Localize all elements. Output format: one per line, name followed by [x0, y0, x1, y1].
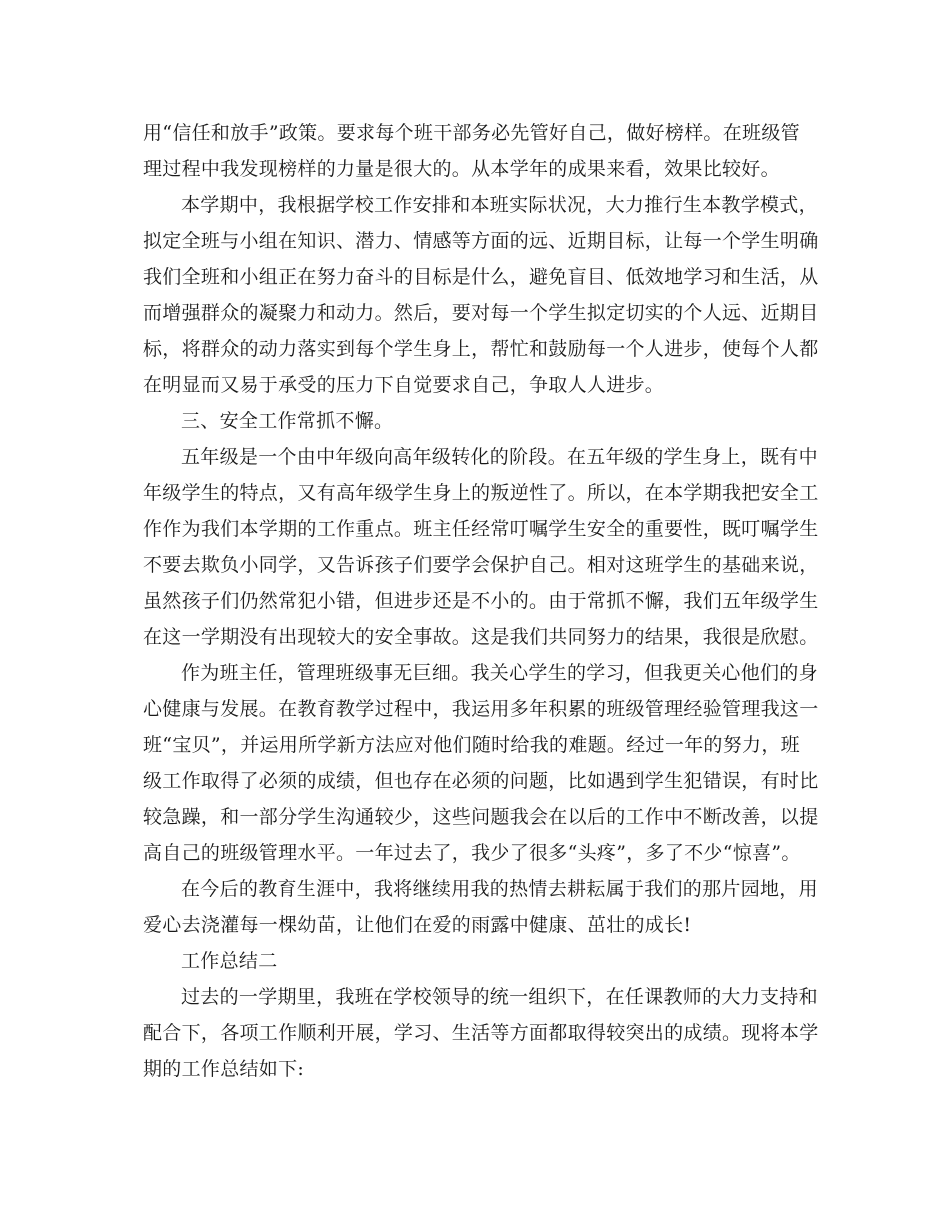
paragraph-start-line: 本学期中，我根据学校工作安排和本班实际状况，大力推行生本教学模式，: [181, 194, 818, 216]
text-line: 爱心去浇灌每一棵幼苗，让他们在爱的雨露中健康、茁壮的成长!: [143, 914, 692, 936]
text-line: 级工作取得了必须的成绩，但也存在必须的问题，比如遇到学生犯错误，有时比: [143, 770, 819, 792]
paragraph-start-line: 在今后的教育生涯中，我将继续用我的热情去耕耘属于我们的那片园地，用: [181, 878, 818, 900]
text-line: 期的工作总结如下:: [143, 1058, 305, 1080]
text-line: 较急躁，和一部分学生沟通较少，这些问题我会在以后的工作中不断改善，以提: [143, 806, 819, 828]
text-line: 我们全班和小组正在努力奋斗的目标是什么，避免盲目、低效地学习和生活，从: [143, 266, 819, 288]
paragraph-start-line: 五年级是一个由中年级向高年级转化的阶段。在五年级的学生身上，既有中: [181, 446, 818, 468]
text-line: 高自己的班级管理水平。一年过去了，我少了很多“头疼”，多了不少“惊喜”。: [143, 842, 801, 864]
text-line: 不要去欺负小同学，又告诉孩子们要学会保护自己。相对这班学生的基础来说，: [143, 554, 819, 576]
text-line: 拟定全班与小组在知识、潜力、情感等方面的远、近期目标，让每一个学生明确: [143, 230, 819, 252]
text-line: 而增强群众的凝聚力和动力。然后，要对每一个学生拟定切实的个人远、近期目: [143, 302, 819, 324]
text-line: 用“信任和放手”政策。要求每个班干部务必先管好自己，做好榜样。在班级管: [143, 122, 800, 144]
document-body: [143, 115, 819, 1087]
paragraph-start-line: 过去的一学期里，我班在学校领导的统一组织下，在任课教师的大力支持和: [181, 986, 818, 1008]
text-line: 班“宝贝”，并运用所学新方法应对他们随时给我的难题。经过一年的努力，班: [143, 734, 800, 756]
text-line: 心健康与发展。在教育教学过程中，我运用多年积累的班级管理经验管理我这一: [143, 698, 819, 720]
text-line: 理过程中我发现榜样的力量是很大的。从本学年的成果来看，效果比较好。: [143, 158, 780, 180]
section-heading: 工作总结二: [181, 950, 278, 972]
text-line: 虽然孩子们仍然常犯小错，但进步还是不小的。由于常抓不懈，我们五年级学生: [143, 590, 819, 612]
text-line: 配合下，各项工作顺利开展，学习、生活等方面都取得较突出的成绩。现将本学: [143, 1022, 819, 1044]
text-line: 在明显而又易于承受的压力下自觉要求自己，争取人人进步。: [143, 374, 665, 396]
text-line: 在这一学期没有出现较大的安全事故。这是我们共同努力的结果，我很是欣慰。: [143, 626, 819, 648]
paragraph-start-line: 作为班主任，管理班级事无巨细。我关心学生的学习，但我更关心他们的身: [181, 662, 818, 684]
text-line: 标，将群众的动力落实到每个学生身上，帮忙和鼓励每一个人进步，使每个人都: [143, 338, 819, 360]
text-line: 年级学生的特点，又有高年级学生身上的叛逆性了。所以，在本学期我把安全工: [143, 482, 819, 504]
section-heading: 三、安全工作常抓不懈。: [181, 410, 394, 432]
text-line: 作作为我们本学期的工作重点。班主任经常叮嘱学生安全的重要性，既叮嘱学生: [143, 518, 819, 540]
